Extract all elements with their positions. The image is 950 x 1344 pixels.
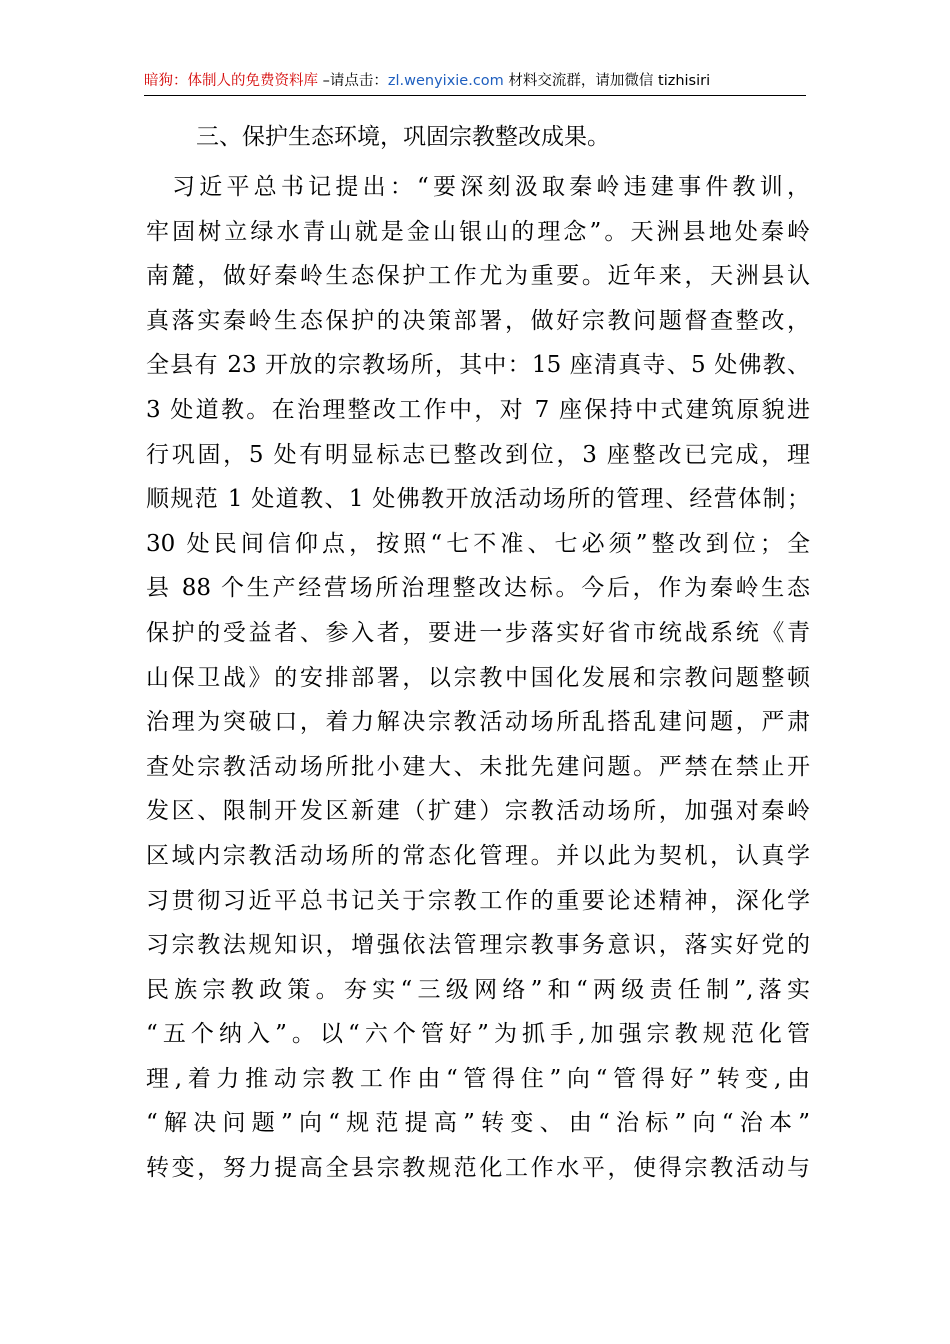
paragraph-line: 习贯彻习近平总书记关于宗教工作的重要论述精神，深化学 [146,887,810,914]
header-divider [144,95,806,96]
paragraph-line: 治理为突破口，着力解决宗教活动场所乱搭乱建问题，严肃 [146,709,810,736]
section-heading: 三、保护生态环境，巩固宗教整改成果。 [196,124,610,150]
paragraph-line: “五个纳入”。以“六个管好”为抓手,加强宗教规范化管 [146,1021,810,1048]
paragraph-line: 真落实秦岭生态保护的决策部署，做好宗教问题督查整改， [146,307,810,334]
header-link[interactable]: zl.wenyixie.com [387,73,504,89]
paragraph-line: 发区、限制开发区新建（扩建）宗教活动场所，加强对秦岭 [146,798,810,825]
body-paragraph [146,165,810,1191]
paragraph-line: 习近平总书记提出：“要深刻汲取秦岭违建事件教训， [172,174,810,200]
paragraph-line: 理,着力推动宗教工作由“管得住”向“管得好”转变,由 [146,1065,810,1092]
header-click-prompt: –请点击： [318,73,388,89]
paragraph-line: “解决问题”向“规范提高”转变、由“治标”向“治本” [146,1110,810,1137]
paragraph-line: 县 88 个生产经营场所治理整改达标。今后，作为秦岭生态 [146,575,810,602]
paragraph-line: 转变，努力提高全县宗教规范化工作水平，使得宗教活动与 [146,1155,810,1182]
paragraph-line: 牢固树立绿水青山就是金山银山的理念”。天洲县地处秦岭 [146,218,810,245]
header-site-name: 暗狗：体制人的免费资料库 [144,73,318,89]
paragraph-line: 山保卫战》的安排部署，以宗教中国化发展和宗教问题整顿 [146,664,810,691]
header-wechat-note: 材料交流群，请加微信 tizhisiri [503,73,711,89]
paragraph-line: 保护的受益者、参入者，要进一步落实好省市统战系统《青 [146,619,810,646]
paragraph-line: 民族宗教政策。夯实“三级网络”和“两级责任制”,落实 [146,976,810,1003]
paragraph-line: 区域内宗教活动场所的常态化管理。并以此为契机，认真学 [146,842,810,869]
page-header [144,68,806,94]
paragraph-line: 习宗教法规知识，增强依法管理宗教事务意识，落实好党的 [146,932,810,959]
paragraph-line: 顺规范 1 处道教、1 处佛教开放活动场所的管理、经营体制； [146,486,810,513]
paragraph-line: 30 处民间信仰点，按照“七不准、七必须”整改到位；全 [146,530,810,557]
paragraph-line: 南麓，做好秦岭生态保护工作尤为重要。近年来，天洲县认 [146,263,810,290]
paragraph-line: 3 处道教。在治理整改工作中，对 7 座保持中式建筑原貌进 [146,396,810,423]
paragraph-line: 全县有 23 开放的宗教场所，其中：15 座清真寺、5 处佛教、 [146,352,810,379]
paragraph-line: 查处宗教活动场所批小建大、未批先建问题。严禁在禁止开 [146,753,810,780]
paragraph-line: 行巩固，5 处有明显标志已整改到位，3 座整改已完成，理 [146,441,810,468]
